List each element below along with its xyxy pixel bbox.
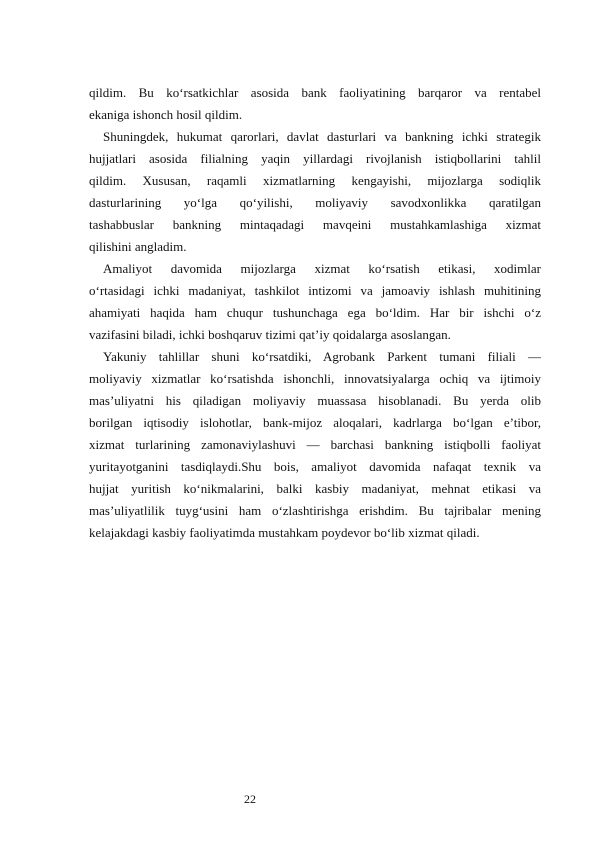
body-text: [89, 82, 541, 544]
text-line: qildim. Xususan, raqamli xizmatlarning kengayishi, mijozlarga sodiqlik: [89, 173, 541, 188]
text-line: hujjatlari asosida filialning yaqin yillardagi rivojlanish istiqbollarini tahlil: [89, 151, 541, 166]
paragraph-4: [89, 346, 541, 544]
text-line: qildim. Bu ko‘rsatkichlar asosida bank faoliyatining barqaror va rentabel: [89, 85, 541, 100]
text-line: Shuningdek, hukumat qarorlari, davlat dasturlari va bankning ichki strategik: [103, 129, 541, 144]
text-line: o‘rtasidagi ichki madaniyat, tashkilot intizomi va jamoaviy ishlash muhitining: [89, 283, 541, 298]
text-line: mas’uliyatlilik tuyg‘usini ham o‘zlashtirishga erishdim. Bu tajribalar mening: [89, 503, 541, 518]
paragraph-3: [89, 258, 541, 346]
text-line: qilishini angladim.: [89, 239, 187, 254]
paragraph-2: [89, 126, 541, 258]
text-line: ahamiyati haqida ham chuqur tushunchaga ega bo‘ldim. Har bir ishchi o‘z: [89, 305, 541, 320]
text-line: Yakuniy tahlillar shuni ko‘rsatdiki, Agrobank Parkent tumani filiali —: [103, 349, 541, 364]
text-line: hujjat yuritish ko‘nikmalarini, balki kasbiy madaniyat, mehnat etikasi va: [89, 481, 541, 496]
text-line: vazifasini biladi, ichki boshqaruv tizimi qat’iy qoidalarga asoslangan.: [89, 327, 451, 342]
paragraph-1: [89, 82, 541, 126]
text-line: kelajakdagi kasbiy faoliyatimda mustahkam poydevor bo‘lib xizmat qiladi.: [89, 525, 480, 540]
text-line: ekaniga ishonch hosil qildim.: [89, 107, 243, 122]
text-line: yuritayotganini tasdiqlaydi.Shu bois, amaliyot davomida nafaqat texnik va: [89, 459, 541, 474]
text-line: dasturlarining yo‘lga qo‘yilishi, moliyaviy savodxonlikka qaratilgan: [89, 195, 541, 210]
page-number: 22: [244, 792, 256, 806]
text-line: mas’uliyatni his qiladigan moliyaviy muassasa hisoblanadi. Bu yerda olib: [89, 393, 541, 408]
text-line: xizmat turlarining zamonaviylashuvi — barchasi bankning istiqbolli faoliyat: [89, 437, 541, 452]
text-line: Amaliyot davomida mijozlarga xizmat ko‘rsatish etikasi, xodimlar: [103, 261, 541, 276]
text-line: tashabbuslar bankning mintaqadagi mavqeini mustahkamlashiga xizmat: [89, 217, 541, 232]
text-line: borilgan iqtisodiy islohotlar, bank-mijoz aloqalari, kadrlarga bo‘lgan e’tibor,: [89, 415, 541, 430]
text-line: moliyaviy xizmatlar ko‘rsatishda ishonchli, innovatsiyalarga ochiq va ijtimoiy: [89, 371, 541, 386]
